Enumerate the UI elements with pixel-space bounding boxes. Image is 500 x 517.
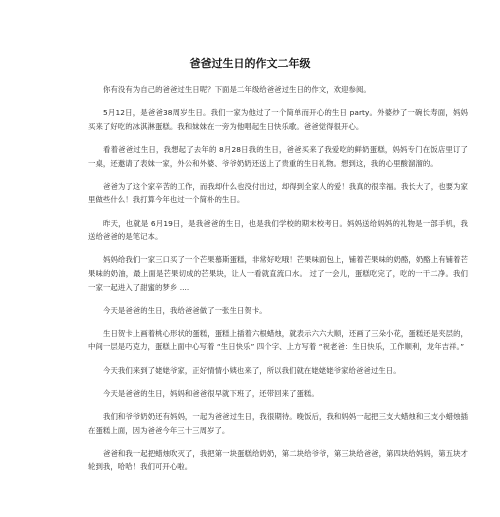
paragraph-intro: 你有没有为自己的爸爸过生日呢？下面是二年级给爸爸过生日的作文，欢迎参阅。: [103, 85, 371, 94]
paragraph: 5月12日，是爸爸38周岁生日。我们一家为他过了一个简单而开心的生日 party。外婆炒了一碗长寿面，妈妈买来了好吃的冰淇淋蛋糕。我和妹妹在一旁为他唱起生日快乐歌。爸爸觉得很开心。: [88, 108, 468, 131]
paragraph: 爸爸为了这个家辛苦的工作，而我却什么也没付出过，却得到全家人的爱！我真的很幸福。我长大了，也要为家里做些什么！我打算今年也过一个简朴的生日。: [88, 181, 468, 205]
paragraph: 看着爸爸过生日，我想起了去年的 8月28日我的生日，爸爸买来了我爱吃的鲜奶蛋糕，妈妈专门在饭店里订了一桌，还邀请了表妹一家，外公和外婆、爷爷奶奶还送上了贵重的生日礼物。想到这，我的心里酸溜溜的。: [88, 144, 468, 168]
paragraph: 昨天，也就是 6月19日，是我爸爸的生日，也是我们学校的期末校考日。妈妈送给妈妈的礼物是一部手机，我送给爸爸的是笔记本。: [88, 218, 468, 242]
paragraph: 妈妈给我们一家三口买了一个芒果慕斯蛋糕，非常好吃哦！芒果味面包上，铺着芒果味的奶酪，奶酪上有铺着芒果味的奶油，最上面是芒果切成的芒果块，让人一看就直流口水。 过了一会儿，蛋糕吃完了，吃的一干二净。我们一家一起进入了甜蜜的梦乡 ....: [88, 255, 468, 292]
document-title: 爸爸过生日的作文二年级: [189, 57, 311, 70]
document-body: [88, 83, 468, 474]
paragraph: 今天是爸爸的生日，我给爸爸做了一张生日贺卡。: [103, 305, 267, 315]
paragraph: 爸爸和我一起把蜡烛吹灭了，我把第一块蛋糕给奶奶，第二块给爷爷，第三块给爸爸，第四块给妈妈，第五块才轮到我，哈哈！我们可开心啦。: [88, 448, 468, 472]
paragraph: 今天是爸爸的生日，妈妈和爸爸很早就下班了，还带回来了蛋糕。: [103, 388, 319, 398]
paragraph: 我们和爷爷奶奶还有妈妈，一起为爸爸过生日，我很期待。晚饭后，我和妈妈一起把三支大蜡烛和三支小蜡烛插在蛋糕上面，因为爸爸今年三十三周岁了。: [88, 412, 468, 435]
paragraph: 生日贺卡上画着桃心形状的蛋糕，蛋糕上插着六根蜡烛，就表示六六大顺，还画了三朵小花，蛋糕还是夹层的，中间一层是巧克力，蛋糕上面中心写着 “生日快乐” 四个字、上方写着 “祝老爸：生日快乐，工作顺利，龙年吉祥。”: [88, 328, 468, 352]
paragraph: 今天我们来到了姥姥爷家，正好情情小姨也来了，所以我们就在姥姥姥爷家给爸爸过生日。: [103, 365, 401, 375]
